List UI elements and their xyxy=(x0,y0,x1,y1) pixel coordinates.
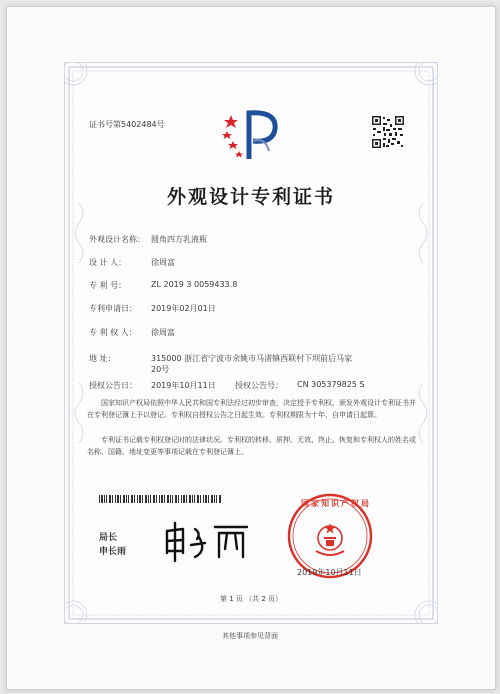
field-label: 授权公告号： xyxy=(235,381,283,390)
seal-text: 国家知识产权局 xyxy=(301,499,371,508)
cnipa-logo-icon xyxy=(221,107,283,163)
field-value: 2019年02月01日 xyxy=(151,304,216,313)
field-label: 专 利 号： xyxy=(89,281,127,290)
legal-status-note: 专利证书记载专利权登记时的法律状况。专利权的转移、质押、无效、终止、恢复和专利权人的姓名或名称、国籍、地址变更等事项记载在专利登记簿上。 xyxy=(87,436,416,456)
grant-statement: 国家知识产权局依照中华人民共和国专利法经过初步审查，决定授予专利权，颁发外观设计专利证书并在专利登记簿上予以登记。专利权自授权公告之日起生效。专利权期限为十年，自申请日起算。 xyxy=(87,399,416,419)
signer-name: 申长雨 xyxy=(99,547,127,557)
certificate-title: 外观设计专利证书 xyxy=(166,186,335,208)
field-value: 315000 浙江省宁波市余姚市马渚镇西联村下坝前后马家20号 xyxy=(151,354,353,374)
certificate-number: 证书号第5402484号 xyxy=(89,120,165,129)
barcode xyxy=(99,495,221,503)
footer-note: 其他事项参见背面 xyxy=(222,632,278,640)
seal-date: 2019年10月11日 xyxy=(297,568,362,577)
field-label: 地 址： xyxy=(89,354,116,363)
field-value: 2019年10月11日 xyxy=(151,381,216,390)
qr-code xyxy=(371,115,405,149)
handwritten-signature xyxy=(161,519,251,563)
field-label: 设 计 人： xyxy=(89,258,127,267)
field-value: CN 305379825 S xyxy=(297,380,365,389)
signer-title: 局长 xyxy=(99,533,118,543)
field-label: 外观设计名称： xyxy=(89,235,145,244)
field-value: 圆角四方乳液瓶 xyxy=(151,235,207,244)
field-label: 专利申请日： xyxy=(89,304,137,313)
field-label: 授权公告日： xyxy=(89,381,137,390)
field-value: ZL 2019 3 0059433.8 xyxy=(151,280,238,289)
field-value: 徐周富 xyxy=(151,328,175,337)
patent-certificate xyxy=(64,62,438,624)
page-indicator: 第 1 页 （共 2 页） xyxy=(219,595,283,603)
field-label: 专 利 权 人： xyxy=(89,328,137,337)
field-value: 徐周富 xyxy=(151,258,175,267)
